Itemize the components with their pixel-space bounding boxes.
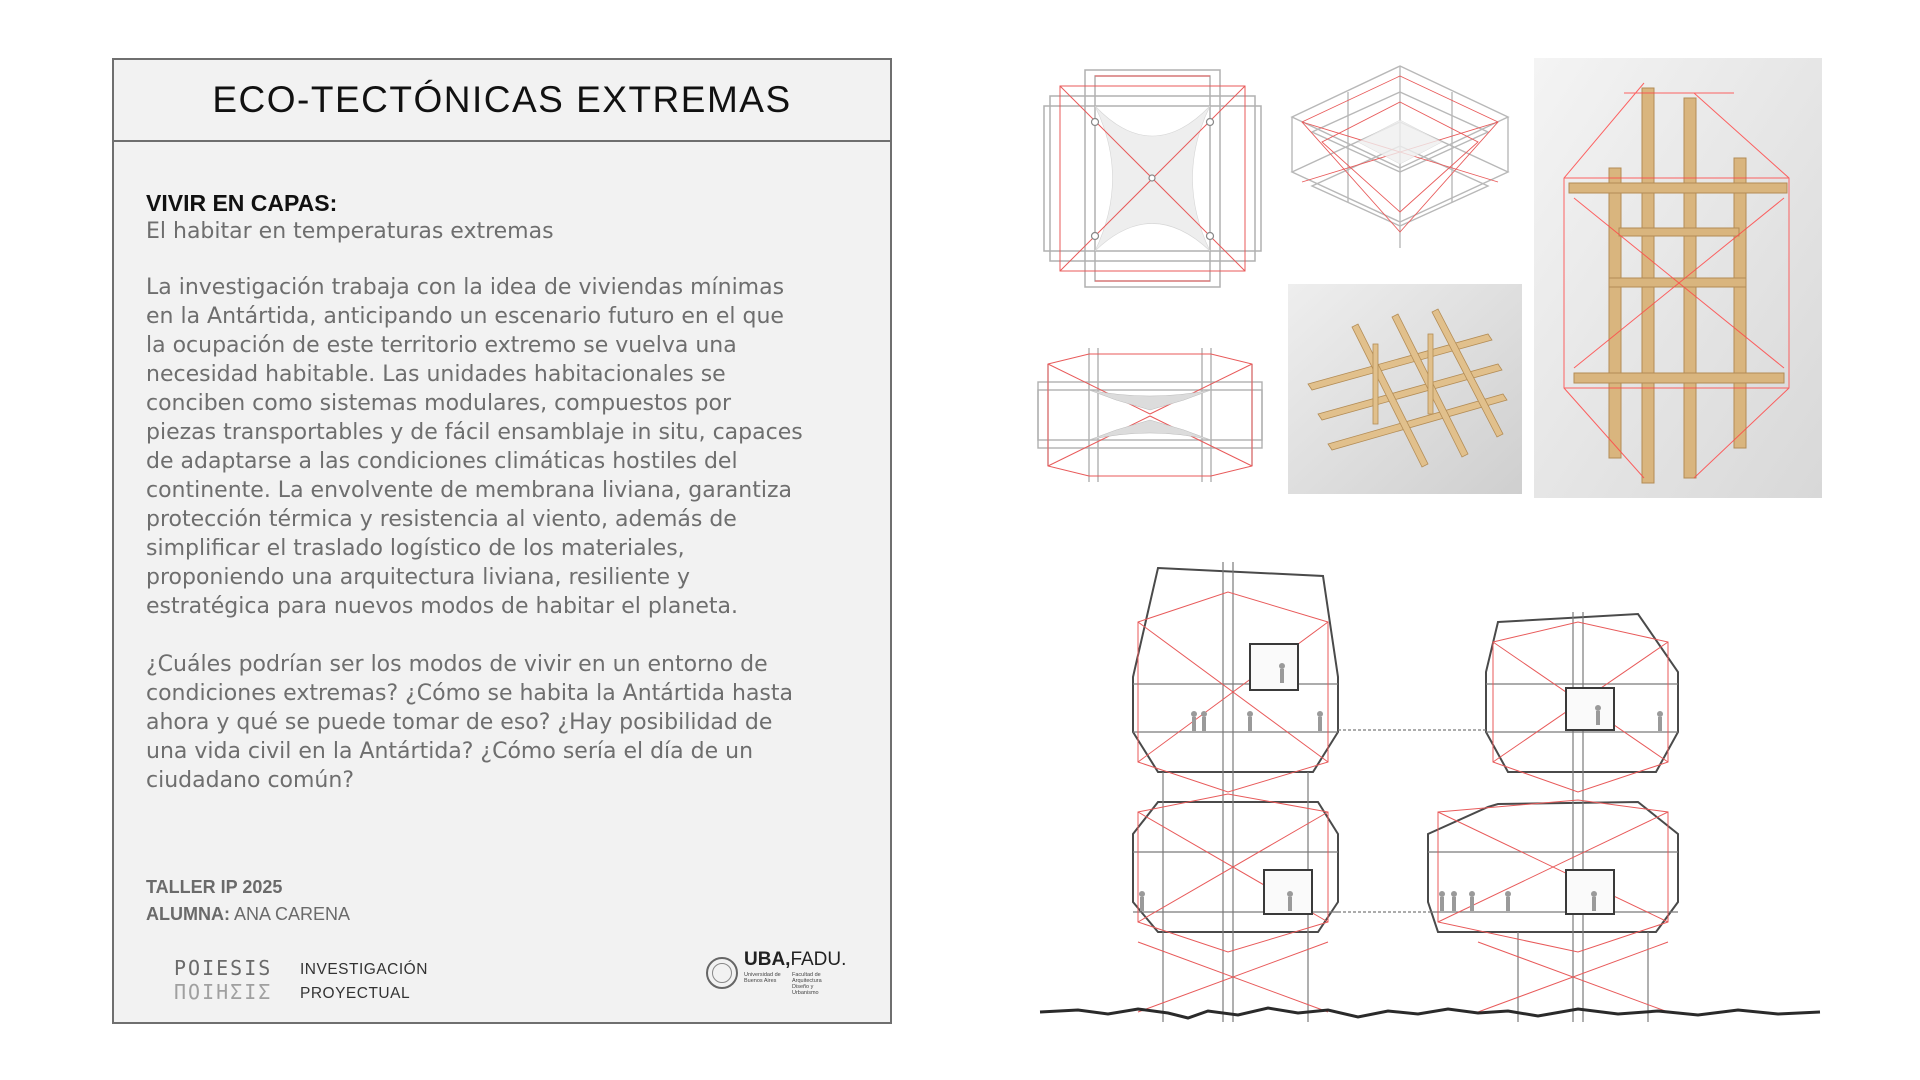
axonometric-drawing — [1288, 62, 1513, 252]
questions-paragraph: ¿Cuáles podrían ser los modos de vivir en un entorno de condiciones extremas? ¿Cómo se habita la Antártida hasta ahora y qué se puede tomar de eso? ¿Hay posibilidad de una vida civil en la Antártida? ¿Cómo sería el día de un ciudadano común? — [146, 652, 793, 793]
credits — [146, 874, 350, 928]
wood-model-grid-photo — [1288, 284, 1522, 494]
student-name: ANA CARENA — [234, 904, 351, 924]
uba-seal-icon — [706, 957, 738, 989]
panel-content — [146, 190, 876, 795]
uba-fadu-logo — [706, 950, 846, 996]
panel-header — [114, 60, 890, 142]
section-subtitle: El habitar en temperaturas extremas — [146, 219, 554, 244]
student-label: ALUMNA: — [146, 904, 230, 924]
poiesis-label — [300, 958, 428, 1006]
description-paragraph: La investigación trabaja con la idea de viviendas mínimas en la Antártida, anticipando un escenario futuro en el que la ocupación de este territorio extremo se vuelva una necesidad habitable. Las unidades habitacionales se conciben como sistemas modulares, compuestos por piezas transportables y de fácil ensamblaje in situ, capaces de adaptarse a las condiciones climáticas hostiles del continente. La envolvente de membrana liviana, garantiza protección térmica y resistencia al viento, además de simplificar el traslado logístico de los materiales, proponiendo una arquitectura liviana, resiliente y estratégica para nuevos modos de habitar el planeta. — [146, 275, 803, 619]
wood-model-tall-photo — [1534, 58, 1822, 498]
poiesis-latin-text: POIESIS — [174, 956, 273, 980]
uba-subtext: Universidad de Buenos Aires Facultad de Arquitectura Diseño y Urbanismo — [744, 972, 822, 996]
page-title: ECO-TECTÓNICAS EXTREMAS — [212, 79, 792, 120]
section-drawing — [1038, 562, 1822, 1032]
uba-name: UBA,FADU. — [744, 949, 847, 970]
poiesis-greek-text: ΠΟΙΗΣΙΣ — [174, 980, 273, 1004]
course-label: TALLER IP 2025 — [146, 877, 283, 897]
plan-drawing — [1040, 66, 1265, 291]
poiesis-label-line2: PROYECTUAL — [300, 985, 411, 1002]
poiesis-label-line1: INVESTIGACIÓN — [300, 961, 428, 978]
poiesis-logo — [174, 956, 272, 1004]
description-panel — [112, 58, 892, 1024]
section-title: VIVIR EN CAPAS: — [146, 190, 338, 216]
elevation-drawing — [1034, 344, 1266, 486]
